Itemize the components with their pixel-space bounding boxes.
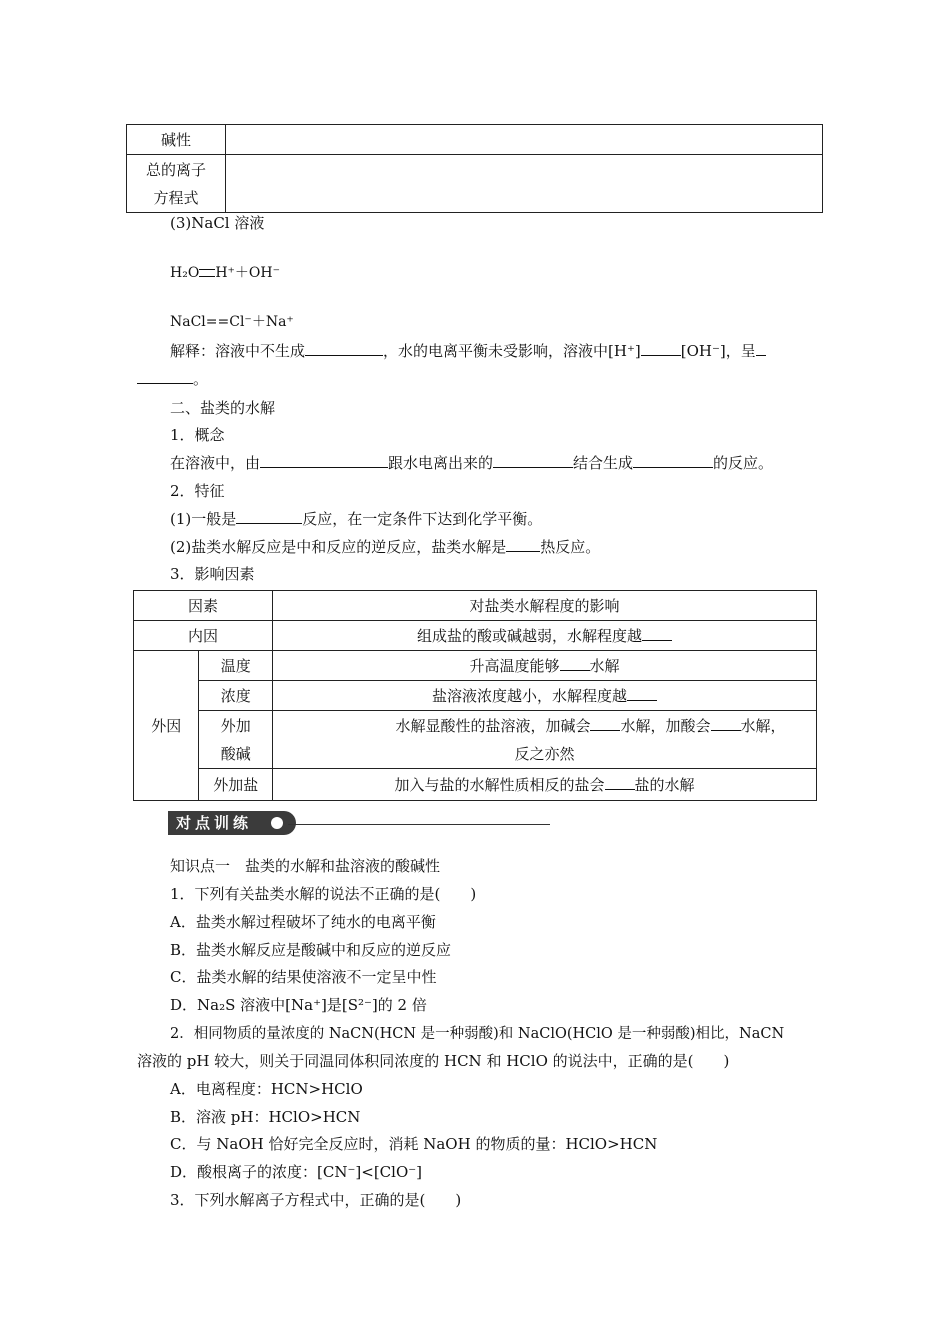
temp-label: 温度 (199, 651, 273, 681)
factor-title: 3．影响因素 (170, 565, 255, 583)
blank (756, 341, 766, 356)
section2-title: 二、盐类的水解 (170, 399, 276, 417)
blank (711, 716, 741, 731)
acidbase-effect (273, 711, 817, 769)
blank (627, 686, 657, 701)
blank (605, 775, 635, 790)
nacl-eq1 (170, 262, 280, 282)
eq1-left: H₂O (170, 265, 200, 281)
q1-option-d: D．Na₂S 溶液中[Na⁺]是[S²⁻]的 2 倍 (170, 996, 427, 1014)
explain-c: [OH⁻]，呈 (680, 342, 756, 360)
explain-b: ，水的电离平衡未受影响，溶液中[H⁺] (383, 342, 641, 360)
header-effect: 对盐类水解程度的影响 (273, 591, 817, 621)
bullet-icon (271, 817, 283, 829)
q2-option-b: B．溶液 pH：HClO>HCN (170, 1108, 361, 1126)
inner-label: 内因 (134, 621, 273, 651)
blank (236, 509, 302, 524)
question-2-line2: 溶液的 pH 较大，则关于同温同体积同浓度的 HCN 和 HClO 的说法中，正确的是( ) (137, 1052, 730, 1070)
label-line2: 方程式 (153, 188, 199, 207)
explain-end: 。 (193, 370, 209, 388)
banner-rule (288, 824, 550, 825)
equilibrium-arrow-icon (199, 269, 215, 277)
q2-option-c: C．与 NaOH 恰好完全反应时，消耗 NaOH 的物质的量：HClO>HCN (170, 1135, 658, 1153)
acidbase-a: 水解显酸性的盐溶液，加碱会 (395, 716, 591, 735)
nacl-explain (170, 340, 766, 361)
concept-a: 在溶液中，由 (170, 454, 261, 472)
acidbase-label2: 酸碱 (220, 744, 251, 763)
feature2 (170, 536, 600, 557)
inner-effect (273, 621, 817, 651)
acidbase-label (199, 711, 273, 769)
question-2-line1: 2．相同物质的量浓度的 NaCN(HCN 是一种弱酸)和 NaClO(HClO 是一种弱酸)相比，NaCN (170, 1026, 785, 1042)
concept-d: 的反应。 (713, 454, 774, 472)
acidbase-line2: 反之亦然 (514, 744, 575, 763)
conc-effect (273, 681, 817, 711)
row-content-basic (226, 125, 823, 155)
top-table (126, 124, 823, 213)
label-line1: 总的离子 (145, 160, 206, 179)
q1-option-a: A．盐类水解过程破坏了纯水的电离平衡 (170, 913, 436, 931)
concept-text (170, 452, 773, 473)
salt-effect (273, 769, 817, 801)
q1-option-c: C．盐类水解的结果使溶液不一定呈中性 (170, 968, 437, 986)
banner-label: 对点训练 (168, 811, 296, 835)
nacl-eq2: NaCl==Cl⁻＋Na⁺ (170, 314, 294, 330)
conc-label: 浓度 (199, 681, 273, 711)
factor-table (133, 590, 817, 801)
salt-label: 外加盐 (199, 769, 273, 801)
feature1-b: 反应，在一定条件下达到化学平衡。 (302, 510, 543, 528)
question-1: 1．下列有关盐类水解的说法不正确的是( ) (170, 885, 477, 903)
salt-a: 加入与盐的水解性质相反的盐会 (394, 776, 605, 794)
practice-banner (168, 811, 550, 837)
feature2-b: 热反应。 (540, 538, 601, 556)
row-label-basic: 碱性 (127, 125, 226, 155)
explain-a: 解释：溶液中不生成 (170, 342, 306, 360)
feature1-a: (1)一般是 (170, 510, 237, 528)
row-label-ionic-equation (127, 155, 226, 213)
question-3: 3．下列水解离子方程式中，正确的是( ) (170, 1191, 462, 1209)
q2-option-a: A．电离程度：HCN>HClO (170, 1080, 363, 1098)
blank (590, 716, 620, 731)
blank (137, 369, 193, 384)
conc-effect-text: 盐溶液浓度越小，水解程度越 (431, 687, 627, 705)
feature2-a: (2)盐类水解反应是中和反应的逆反应，盐类水解是 (170, 538, 507, 556)
blank (493, 453, 573, 468)
concept-b: 跟水电离出来的 (388, 454, 494, 472)
blank (305, 341, 383, 356)
feature1 (170, 508, 542, 529)
temp-effect-a: 升高温度能够 (469, 657, 560, 675)
acidbase-c: 水解， (740, 716, 786, 735)
q2-option-d: D．酸根离子的浓度：[CN⁻]<[ClO⁻] (170, 1163, 423, 1181)
inner-effect-text: 组成盐的酸或碱越弱，水解程度越 (416, 627, 642, 645)
nacl-heading: (3)NaCl 溶液 (170, 214, 265, 232)
q1-option-b: B．盐类水解反应是酸碱中和反应的逆反应 (170, 941, 452, 959)
salt-b: 盐的水解 (634, 776, 695, 794)
blank (506, 537, 540, 552)
acidbase-label1: 外加 (220, 716, 251, 735)
concept-title: 1．概念 (170, 426, 225, 444)
blank (560, 656, 590, 671)
concept-c: 结合生成 (573, 454, 634, 472)
feature-title: 2．特征 (170, 482, 225, 500)
acidbase-b: 水解，加酸会 (620, 716, 711, 735)
nacl-explain-end (137, 368, 208, 389)
blank (642, 626, 672, 641)
temp-effect-b: 水解 (589, 657, 620, 675)
outer-label: 外因 (134, 651, 199, 801)
temp-effect (273, 651, 817, 681)
blank (641, 341, 681, 356)
header-factor: 因素 (134, 591, 273, 621)
blank (260, 453, 388, 468)
row-content-ionic-equation (226, 155, 823, 213)
blank (633, 453, 713, 468)
eq1-right: H⁺＋OH⁻ (215, 265, 280, 281)
knowledge-point: 知识点一 盐类的水解和盐溶液的酸碱性 (170, 857, 441, 875)
